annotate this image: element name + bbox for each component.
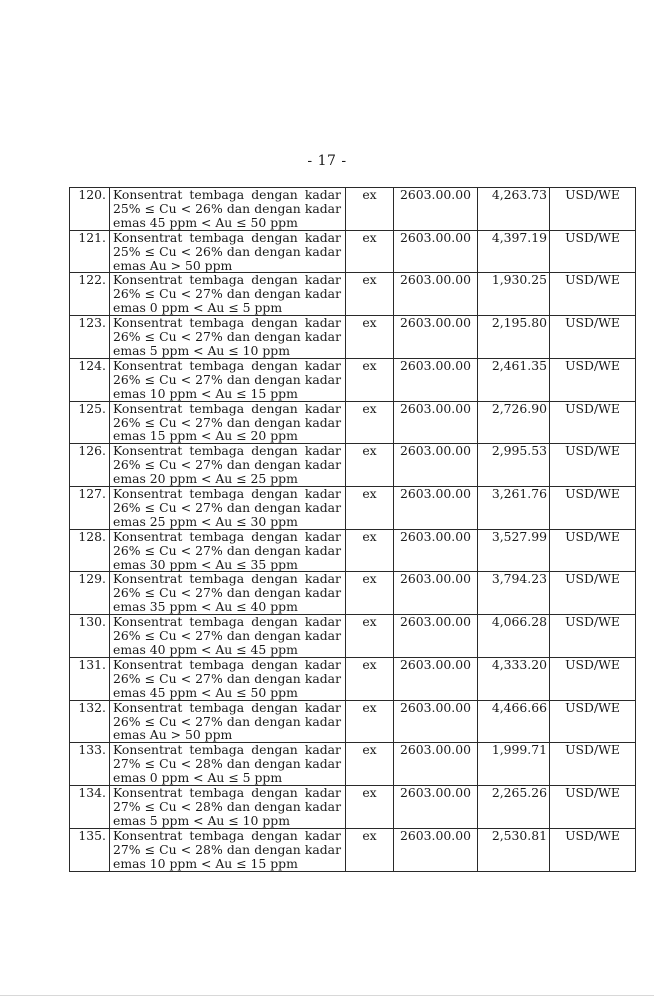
description-line: Konsentrat tembaga dengan kadar bbox=[113, 528, 341, 544]
description-cell bbox=[110, 615, 346, 658]
unit-cell: USD/WE bbox=[550, 188, 636, 231]
ex-cell: ex bbox=[346, 828, 394, 871]
description-line: 26% ≤ Cu < 27% dan dengan kadar bbox=[113, 670, 341, 686]
price-cell: 3,261.76 bbox=[478, 487, 550, 530]
description-line: 26% ≤ Cu < 27% dan dengan kadar bbox=[113, 329, 341, 345]
description-line: 26% ≤ Cu < 27% dan dengan kadar bbox=[113, 371, 341, 387]
description-line: 25% ≤ Cu < 26% dan dengan kadar bbox=[113, 243, 341, 259]
description-line: Konsentrat tembaga dengan kadar bbox=[113, 272, 341, 288]
description-cell bbox=[110, 316, 346, 359]
table-row bbox=[70, 444, 636, 487]
description-line: Konsentrat tembaga dengan kadar bbox=[113, 315, 341, 331]
description-line: emas 0 ppm < Au ≤ 5 ppm bbox=[113, 300, 283, 316]
description-line: 26% ≤ Cu < 27% dan dengan kadar bbox=[113, 542, 341, 558]
description-cell bbox=[110, 444, 346, 487]
page-bottom-edge bbox=[0, 995, 654, 996]
description-cell bbox=[110, 273, 346, 316]
hs-code-cell: 2603.00.00 bbox=[394, 572, 478, 615]
hs-code-cell: 2603.00.00 bbox=[394, 487, 478, 530]
description-line: Konsentrat tembaga dengan kadar bbox=[113, 443, 341, 459]
description-cell bbox=[110, 188, 346, 231]
description-line: Konsentrat tembaga dengan kadar bbox=[113, 699, 341, 715]
description-line: 26% ≤ Cu < 27% dan dengan kadar bbox=[113, 628, 341, 644]
ex-cell: ex bbox=[346, 615, 394, 658]
page-number: - 17 - bbox=[307, 153, 347, 169]
description-line: emas 25 ppm < Au ≤ 30 ppm bbox=[113, 513, 298, 529]
description-line: emas 45 ppm < Au ≤ 50 ppm bbox=[113, 214, 298, 230]
row-number-cell: 134. bbox=[70, 786, 110, 829]
description-line: Konsentrat tembaga dengan kadar bbox=[113, 400, 341, 416]
hs-code-cell: 2603.00.00 bbox=[394, 273, 478, 316]
unit-cell: USD/WE bbox=[550, 786, 636, 829]
table-row bbox=[70, 743, 636, 786]
unit-cell: USD/WE bbox=[550, 316, 636, 359]
description-line: emas 0 ppm < Au ≤ 5 ppm bbox=[113, 770, 283, 786]
table-row bbox=[70, 188, 636, 231]
hs-code-cell: 2603.00.00 bbox=[394, 401, 478, 444]
ex-cell: ex bbox=[346, 743, 394, 786]
row-number-cell: 123. bbox=[70, 316, 110, 359]
description-line: emas 35 ppm < Au ≤ 40 ppm bbox=[113, 599, 298, 615]
description-line: emas 5 ppm < Au ≤ 10 ppm bbox=[113, 342, 290, 358]
description-cell bbox=[110, 828, 346, 871]
ex-cell: ex bbox=[346, 786, 394, 829]
price-cell: 4,263.73 bbox=[478, 188, 550, 231]
description-cell bbox=[110, 358, 346, 401]
description-line: emas 45 ppm < Au ≤ 50 ppm bbox=[113, 684, 298, 700]
price-cell: 2,195.80 bbox=[478, 316, 550, 359]
description-line: 26% ≤ Cu < 27% dan dengan kadar bbox=[113, 499, 341, 515]
hs-code-cell: 2603.00.00 bbox=[394, 828, 478, 871]
row-number-cell: 125. bbox=[70, 401, 110, 444]
row-number-cell: 121. bbox=[70, 230, 110, 273]
row-number-cell: 133. bbox=[70, 743, 110, 786]
description-line: 26% ≤ Cu < 27% dan dengan kadar bbox=[113, 713, 341, 729]
price-cell: 4,466.66 bbox=[478, 700, 550, 743]
description-line: 27% ≤ Cu < 28% dan dengan kadar bbox=[113, 798, 341, 814]
description-line: Konsentrat tembaga dengan kadar bbox=[113, 742, 341, 758]
table-row bbox=[70, 786, 636, 829]
description-cell bbox=[110, 786, 346, 829]
price-cell: 3,794.23 bbox=[478, 572, 550, 615]
description-line: emas 10 ppm < Au ≤ 15 ppm bbox=[113, 855, 298, 871]
row-number-cell: 128. bbox=[70, 529, 110, 572]
description-line: emas 15 ppm < Au ≤ 20 ppm bbox=[113, 428, 298, 444]
table-row bbox=[70, 700, 636, 743]
description-cell bbox=[110, 230, 346, 273]
description-line: 26% ≤ Cu < 27% dan dengan kadar bbox=[113, 414, 341, 430]
table-row bbox=[70, 358, 636, 401]
ex-cell: ex bbox=[346, 316, 394, 359]
row-number-cell: 132. bbox=[70, 700, 110, 743]
price-cell: 4,397.19 bbox=[478, 230, 550, 273]
unit-cell: USD/WE bbox=[550, 700, 636, 743]
description-line: Konsentrat tembaga dengan kadar bbox=[113, 656, 341, 672]
description-cell bbox=[110, 743, 346, 786]
row-number-cell: 135. bbox=[70, 828, 110, 871]
description-line: 26% ≤ Cu < 27% dan dengan kadar bbox=[113, 585, 341, 601]
price-cell: 2,265.26 bbox=[478, 786, 550, 829]
row-number-cell: 124. bbox=[70, 358, 110, 401]
description-cell bbox=[110, 657, 346, 700]
unit-cell: USD/WE bbox=[550, 828, 636, 871]
unit-cell: USD/WE bbox=[550, 444, 636, 487]
ex-cell: ex bbox=[346, 529, 394, 572]
table-row bbox=[70, 230, 636, 273]
description-line: Konsentrat tembaga dengan kadar bbox=[113, 357, 341, 373]
ex-cell: ex bbox=[346, 230, 394, 273]
description-line: Konsentrat tembaga dengan kadar bbox=[113, 571, 341, 587]
description-line: 27% ≤ Cu < 28% dan dengan kadar bbox=[113, 841, 341, 857]
price-cell: 1,999.71 bbox=[478, 743, 550, 786]
row-number-cell: 127. bbox=[70, 487, 110, 530]
table-row bbox=[70, 487, 636, 530]
hs-code-cell: 2603.00.00 bbox=[394, 230, 478, 273]
description-line: emas 20 ppm < Au ≤ 25 ppm bbox=[113, 471, 298, 487]
unit-cell: USD/WE bbox=[550, 657, 636, 700]
hs-code-cell: 2603.00.00 bbox=[394, 529, 478, 572]
hs-code-cell: 2603.00.00 bbox=[394, 316, 478, 359]
table-row bbox=[70, 572, 636, 615]
description-cell bbox=[110, 401, 346, 444]
description-line: Konsentrat tembaga dengan kadar bbox=[113, 827, 341, 843]
hs-code-cell: 2603.00.00 bbox=[394, 615, 478, 658]
unit-cell: USD/WE bbox=[550, 273, 636, 316]
ex-cell: ex bbox=[346, 700, 394, 743]
price-cell: 3,527.99 bbox=[478, 529, 550, 572]
description-line: Konsentrat tembaga dengan kadar bbox=[113, 614, 341, 630]
ex-cell: ex bbox=[346, 273, 394, 316]
table-row bbox=[70, 273, 636, 316]
row-number-cell: 120. bbox=[70, 188, 110, 231]
description-line: emas 40 ppm < Au ≤ 45 ppm bbox=[113, 642, 298, 657]
row-number-cell: 129. bbox=[70, 572, 110, 615]
table-row bbox=[70, 401, 636, 444]
price-cell: 4,333.20 bbox=[478, 657, 550, 700]
table-row bbox=[70, 657, 636, 700]
hs-code-cell: 2603.00.00 bbox=[394, 700, 478, 743]
description-line: emas 10 ppm < Au ≤ 15 ppm bbox=[113, 385, 298, 401]
hs-code-cell: 2603.00.00 bbox=[394, 743, 478, 786]
price-cell: 2,995.53 bbox=[478, 444, 550, 487]
description-line: 27% ≤ Cu < 28% dan dengan kadar bbox=[113, 756, 341, 772]
description-cell bbox=[110, 487, 346, 530]
price-cell: 2,530.81 bbox=[478, 828, 550, 871]
description-line: emas Au > 50 ppm bbox=[113, 727, 233, 743]
ex-cell: ex bbox=[346, 401, 394, 444]
ex-cell: ex bbox=[346, 188, 394, 231]
table-row bbox=[70, 316, 636, 359]
description-line: 26% ≤ Cu < 27% dan dengan kadar bbox=[113, 457, 341, 473]
row-number-cell: 131. bbox=[70, 657, 110, 700]
ex-cell: ex bbox=[346, 358, 394, 401]
unit-cell: USD/WE bbox=[550, 529, 636, 572]
price-cell: 1,930.25 bbox=[478, 273, 550, 316]
description-line: Konsentrat tembaga dengan kadar bbox=[113, 785, 341, 801]
unit-cell: USD/WE bbox=[550, 572, 636, 615]
table-row bbox=[70, 529, 636, 572]
unit-cell: USD/WE bbox=[550, 230, 636, 273]
row-number-cell: 122. bbox=[70, 273, 110, 316]
description-cell bbox=[110, 700, 346, 743]
hs-code-cell: 2603.00.00 bbox=[394, 444, 478, 487]
price-cell: 4,066.28 bbox=[478, 615, 550, 658]
description-line: emas 30 ppm < Au ≤ 35 ppm bbox=[113, 556, 298, 572]
table-row bbox=[70, 615, 636, 658]
export-price-table bbox=[69, 187, 636, 872]
hs-code-cell: 2603.00.00 bbox=[394, 358, 478, 401]
ex-cell: ex bbox=[346, 572, 394, 615]
description-line: Konsentrat tembaga dengan kadar bbox=[113, 187, 341, 202]
description-line: emas 5 ppm < Au ≤ 10 ppm bbox=[113, 812, 290, 828]
description-cell bbox=[110, 572, 346, 615]
description-line: Konsentrat tembaga dengan kadar bbox=[113, 229, 341, 245]
description-cell bbox=[110, 529, 346, 572]
row-number-cell: 126. bbox=[70, 444, 110, 487]
unit-cell: USD/WE bbox=[550, 358, 636, 401]
table-body bbox=[70, 188, 636, 872]
unit-cell: USD/WE bbox=[550, 615, 636, 658]
unit-cell: USD/WE bbox=[550, 487, 636, 530]
hs-code-cell: 2603.00.00 bbox=[394, 657, 478, 700]
row-number-cell: 130. bbox=[70, 615, 110, 658]
price-cell: 2,461.35 bbox=[478, 358, 550, 401]
description-line: emas Au > 50 ppm bbox=[113, 257, 233, 273]
ex-cell: ex bbox=[346, 444, 394, 487]
unit-cell: USD/WE bbox=[550, 743, 636, 786]
ex-cell: ex bbox=[346, 657, 394, 700]
description-line: 25% ≤ Cu < 26% dan dengan kadar bbox=[113, 200, 341, 216]
hs-code-cell: 2603.00.00 bbox=[394, 786, 478, 829]
unit-cell: USD/WE bbox=[550, 401, 636, 444]
description-line: 26% ≤ Cu < 27% dan dengan kadar bbox=[113, 286, 341, 302]
table-row bbox=[70, 828, 636, 871]
hs-code-cell: 2603.00.00 bbox=[394, 188, 478, 231]
price-cell: 2,726.90 bbox=[478, 401, 550, 444]
description-line: Konsentrat tembaga dengan kadar bbox=[113, 486, 341, 502]
ex-cell: ex bbox=[346, 487, 394, 530]
